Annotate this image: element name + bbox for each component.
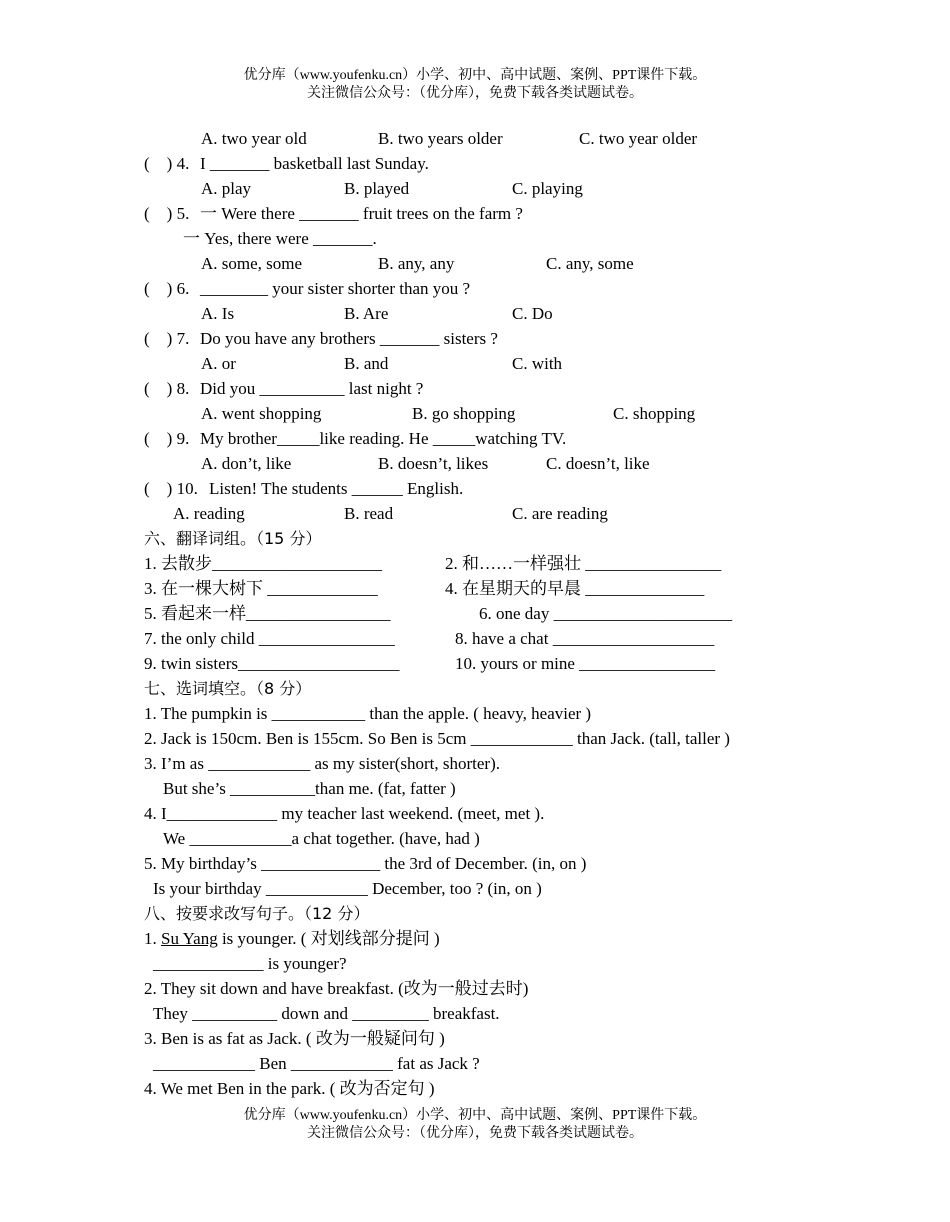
q8-options	[0, 401, 950, 426]
s7-line-8-text: Is your birthday ____________ December, too ? (in, on )	[153, 879, 542, 898]
page-footer	[0, 1107, 950, 1143]
header-line-2: 关注微信公众号：（优分库），免费下载各类试题试卷。	[307, 86, 643, 101]
s7-line-8	[0, 876, 950, 901]
s6-item-5: 5. 看起来一样_________________	[144, 604, 391, 623]
s8-q1-rest: is younger. ( 对划线部分提问 )	[221, 929, 440, 948]
section-6-title: 六、翻译词组。（15 分）	[144, 529, 322, 548]
section-7-heading	[0, 676, 950, 701]
q3-option-b: B. two years older	[378, 129, 503, 148]
s8-q1	[0, 926, 950, 951]
q6-options	[0, 301, 950, 326]
q5-option-c: C. any, some	[546, 254, 634, 273]
s7-line-7	[0, 851, 950, 876]
section-7-title: 七、选词填空。（8 分）	[144, 679, 312, 698]
q9-number: ( ) 9.	[144, 429, 190, 448]
q4-text: I _______ basketball last Sunday.	[200, 154, 429, 173]
s8-q1-text	[144, 926, 440, 951]
q4-stem	[0, 151, 950, 176]
q6-option-b: B. Are	[344, 304, 389, 323]
s6-row-5	[0, 651, 950, 676]
s6-item-6: 6. one day _____________________	[479, 604, 733, 623]
s6-item-9: 9. twin sisters___________________	[144, 654, 400, 673]
q8-option-a: A. went shopping	[201, 404, 322, 423]
footer-line-1: 优分库（www.youfenku.cn）小学、初中、高中试题、案例、PPT课件下载。	[243, 1108, 707, 1123]
q7-stem	[0, 326, 950, 351]
q8-text: Did you __________ last night ?	[200, 379, 424, 398]
s8-q4-line	[0, 1076, 950, 1101]
s6-row-4	[0, 626, 950, 651]
q8-stem	[0, 376, 950, 401]
s8-q4: 4. We met Ben in the park. ( 改为否定句 )	[144, 1079, 435, 1098]
s6-item-3: 3. 在一棵大树下 _____________	[144, 579, 378, 598]
q7-options	[0, 351, 950, 376]
q4-option-b: B. played	[344, 179, 410, 198]
q5-text: 一 Were there _______ fruit trees on the farm ?	[200, 204, 523, 223]
q4-number: ( ) 4.	[144, 154, 190, 173]
q6-option-c: C. Do	[512, 304, 553, 323]
s7-line-4	[0, 776, 950, 801]
q7-option-a: A. or	[201, 354, 236, 373]
s8-q2-answer: They __________ down and _________ breakfast.	[153, 1004, 500, 1023]
header-line-1: 优分库（www.youfenku.cn）小学、初中、高中试题、案例、PPT课件下载。	[243, 68, 707, 83]
s8-q3-answer-line	[0, 1051, 950, 1076]
section-6-heading	[0, 526, 950, 551]
s8-q3-answer: ____________ Ben ____________ fat as Jack ?	[153, 1054, 480, 1073]
s6-row-3	[0, 601, 950, 626]
q4-option-c: C. playing	[512, 179, 583, 198]
s7-line-6-text: We ____________a chat together. (have, had )	[163, 829, 480, 848]
q5-reply	[0, 226, 950, 251]
q3-option-c: C. two year older	[579, 129, 698, 148]
q4-options	[0, 176, 950, 201]
s6-item-10: 10. yours or mine ________________	[455, 654, 716, 673]
q5-options	[0, 251, 950, 276]
s7-line-7-text: 5. My birthday’s ______________ the 3rd of December. (in, on )	[144, 854, 587, 873]
q9-option-a: A. don’t, like	[201, 454, 292, 473]
s8-q1-answer-line	[0, 951, 950, 976]
q10-option-a: A. reading	[173, 504, 245, 523]
s7-line-3	[0, 751, 950, 776]
s6-item-7: 7. the only child ________________	[144, 629, 395, 648]
q10-number: ( ) 10.	[144, 479, 198, 498]
s6-item-1: 1. 去散步____________________	[144, 554, 382, 573]
q7-option-b: B. and	[344, 354, 389, 373]
s7-line-6	[0, 826, 950, 851]
s8-q2-answer-line	[0, 1001, 950, 1026]
s8-q3: 3. Ben is as fat as Jack. ( 改为一般疑问句 )	[144, 1029, 445, 1048]
q9-options	[0, 451, 950, 476]
s6-row-1	[0, 551, 950, 576]
s7-line-2	[0, 726, 950, 751]
q6-stem	[0, 276, 950, 301]
q7-text: Do you have any brothers _______ sisters ?	[200, 329, 498, 348]
q5-reply-text: 一 Yes, there were _______.	[183, 229, 377, 248]
q10-options	[0, 501, 950, 526]
q7-number: ( ) 7.	[144, 329, 190, 348]
s7-line-2-text: 2. Jack is 150cm. Ben is 155cm. So Ben is 5cm ____________ than Jack. (tall, taller )	[144, 729, 730, 748]
q8-option-c: C. shopping	[613, 404, 696, 423]
page-header	[0, 67, 950, 103]
q10-stem	[0, 476, 950, 501]
s6-row-2	[0, 576, 950, 601]
s7-line-4-text: But she’s __________than me. (fat, fatter )	[163, 779, 456, 798]
q10-text: Listen! The students ______ English.	[209, 479, 464, 498]
s7-line-3-text: 3. I’m as ____________ as my sister(short, shorter).	[144, 754, 501, 773]
q5-option-b: B. any, any	[378, 254, 455, 273]
section-8-heading	[0, 901, 950, 926]
q5-option-a: A. some, some	[201, 254, 303, 273]
s8-q2: 2. They sit down and have breakfast. (改为一般过去时)	[144, 979, 529, 998]
s7-line-1-text: 1. The pumpkin is ___________ than the apple. ( heavy, heavier )	[144, 704, 592, 723]
q8-number: ( ) 8.	[144, 379, 190, 398]
q7-option-c: C. with	[512, 354, 563, 373]
q3-option-a: A. two year old	[201, 129, 307, 148]
s7-line-5-text: 4. I_____________ my teacher last weekend. (meet, met ).	[144, 804, 545, 823]
s7-line-1	[0, 701, 950, 726]
s8-q1-number: 1.	[144, 929, 157, 948]
s6-item-8: 8. have a chat ___________________	[455, 629, 715, 648]
q4-option-a: A. play	[201, 179, 252, 198]
q9-text: My brother_____like reading. He _____watching TV.	[200, 429, 567, 448]
s8-q1-answer: _____________ is younger?	[153, 954, 347, 973]
s8-q2-line	[0, 976, 950, 1001]
footer-line-2: 关注微信公众号：（优分库），免费下载各类试题试卷。	[307, 1126, 643, 1141]
exam-content	[0, 126, 950, 1101]
s7-line-5	[0, 801, 950, 826]
s6-item-2: 2. 和……一样强壮 ________________	[445, 554, 722, 573]
q8-option-b: B. go shopping	[412, 404, 516, 423]
q3-options	[0, 126, 950, 151]
q10-option-c: C. are reading	[512, 504, 608, 523]
q9-option-b: B. doesn’t, likes	[378, 454, 489, 473]
s8-q1-underlined: Su Yang	[161, 929, 218, 948]
q5-stem	[0, 201, 950, 226]
s6-item-4: 4. 在星期天的早晨 ______________	[445, 579, 705, 598]
q9-option-c: C. doesn’t, like	[546, 454, 650, 473]
q5-number: ( ) 5.	[144, 204, 190, 223]
q6-option-a: A. Is	[201, 304, 235, 323]
s8-q3-line	[0, 1026, 950, 1051]
q9-stem	[0, 426, 950, 451]
q10-option-b: B. read	[344, 504, 394, 523]
q6-number: ( ) 6.	[144, 279, 190, 298]
section-8-title: 八、按要求改写句子。（12 分）	[144, 904, 370, 923]
q6-text: ________ your sister shorter than you ?	[200, 279, 471, 298]
